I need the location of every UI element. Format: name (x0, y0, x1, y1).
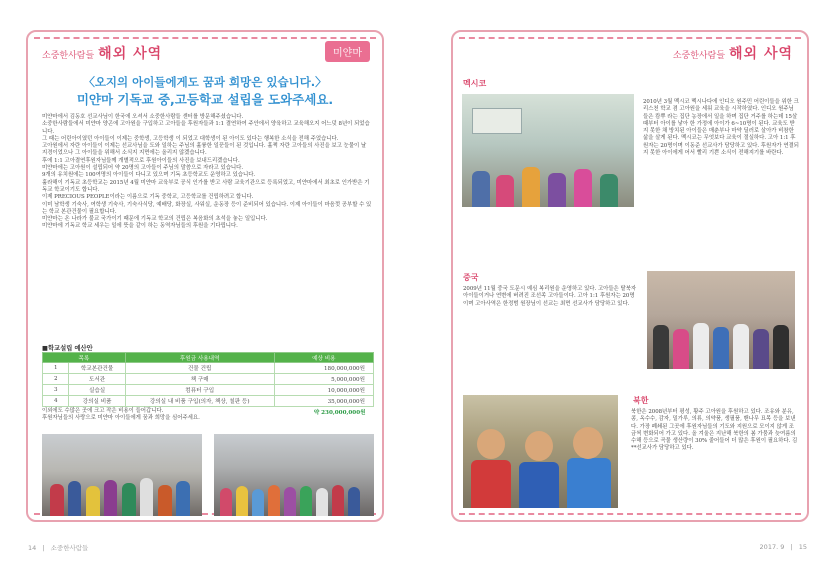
row-item: 실습실 (69, 385, 125, 396)
paragraph: 미얀마에 기독교 학교 세우는 일에 뜻을 같이 하는 동역자님들의 후원을 기다립니다. (42, 223, 238, 230)
table-row (43, 363, 374, 374)
photo-children-group-2 (214, 434, 374, 516)
row-item: 도서관 (69, 374, 125, 385)
row-number: 2 (43, 374, 69, 385)
row-detail: 책 구매 (125, 374, 274, 385)
left-page (26, 30, 384, 522)
paragraph: 이외에도 수많은 곳에 크고 작은 비용이 들어갑니다. (42, 408, 164, 414)
column-header: 후원금 사용내역 (125, 353, 274, 363)
photo-north-korea-children (463, 395, 618, 508)
paragraph: 미얀마에는 고아원이 설립되어 약 20명의 고아들이 주님의 말씀으로 자라고 있습니다. (42, 165, 244, 172)
row-item: 학교본관건물 (69, 363, 125, 374)
row-detail: 건물 건립 (125, 363, 274, 374)
photo-china-children (647, 271, 795, 369)
region-text-china: 2009년 11월 중국 도문시 예심 복리원을 운영하고 있다. 고아들은 탈북자 아이들이거나 연변에 버려진 조선족 고아들이다. 고아 1:1 후원자는 20명이며 고아사역은 한정범 원장님이 선교는 최면 선교사가 담당하고 있다. (463, 286, 637, 307)
region-text-mexico: 2010년 3월 멕시코 멕시나다에 인디오 원주민 어린이들을 위한 크리스천 학교 겸 고아원을 세워 교육을 시작하였다. 인디오 원주님들은 캄뿌 라는 집단 농장에서 일을 하며 집단 거주를 하는데 15살 때부터 아이를 낳아 한 가정에 아이가 6~10명이 된다. 교육도 받지 못한 채 방치된 아이들은 매춘부나 마약 딜러로 살아가 비참한 삶을 살게 된다. 멕시코는 무엇보다 교육이 절실하다. 고아 1:1 후원자는 20명이며 이동준 선교사가 담당하고 있다. 후원자가 연결되지 못한 아이에게 어서 빨리 기쁜 소식이 전해지기를 바란다. (643, 99, 799, 157)
footer-publication: 소중한사람들 (50, 544, 89, 552)
article-body (42, 114, 372, 231)
region-label-mexico: 멕시코 (463, 79, 487, 88)
footer-right: 2017. 9 | 15 (759, 543, 807, 551)
row-number: 3 (43, 385, 69, 396)
paragraph: 훌라해이 기독교 초등학교는 2015년 4월 미얀마 교육부로 공식 인가를 받고 사람 교육기관으로 등록되었고, 미얀마에서 최초로 인가받은 기독교 학교이기도 합니다. (42, 179, 370, 193)
row-cost: 180,000,000원 (274, 363, 373, 374)
headline-line1: 〈오지의 아이들에게도 꿈과 희망은 있습니다.〉 (83, 75, 327, 89)
section-header-small: 소중한사람들 (672, 51, 726, 61)
section-header-large: 해외 사역 (98, 46, 163, 62)
row-detail: 컴퓨터 구입 (125, 385, 274, 396)
row-detail: 강의실 내 비품 구입(의자, 책상, 칠판 등) (125, 396, 274, 407)
top-stitch-border (34, 37, 376, 39)
row-number: 1 (43, 363, 69, 374)
region-label-north-korea: 북한 (633, 396, 649, 405)
paragraph: 그 때는 어린아이였던 아이들이 이제는 중학생, 고등학생 이 되었고 대학생이 된 아이도 있다는 행복한 소식을 전해 주었습니다. (42, 135, 339, 142)
paragraph: 9개의 유치원에는 100여명의 아이들이 다니고 있으며 기독 초등학교도 운영하고 있습니다. (42, 172, 256, 179)
budget-header-row (43, 353, 374, 363)
row-number: 4 (43, 396, 69, 407)
budget-heading: ■학교설립 예산안 (42, 345, 93, 352)
region-text-north-korea: 북한은 2008년부터 평성, 황주 고아원을 후원하고 있다. 조유와 분유, 콩, 옥수수, 감자, 밀가루, 의류, 의약품, 생필품, 밴나무 묘목 등을 보낸다. 가장 폐쇄된 그곳에 후원자님들의 기도와 지원으로 모이지 않게 조금씩 변화되어 가고 있다. 올 겨울은 지난해 북한의 봄 가뭄과 늦여름의 수해 등으로 곡물 생산량이 30% 줄어들어 더 많은 후원이 필요하다. 김**선교사가 담당하고 있다. (631, 409, 798, 452)
section-header-small: 소중한사람들 (42, 51, 95, 61)
paragraph: 미얀마는 온 나라가 불교 국가이기 때문에 기독교 학교의 건립은 복음화의 초석을 놓는 일입니다. (42, 216, 268, 223)
column-header: 예상 비용 (274, 353, 373, 363)
budget-total: 약 230,000,000원 (313, 410, 366, 417)
row-cost: 10,000,000원 (274, 385, 373, 396)
table-row (43, 396, 374, 407)
footer-issue-date: 2017. 9 (759, 543, 785, 551)
paragraph: 이미 남학생 기숙사, 여학생 기숙사, 기숙사식당, 예배당, 화장실, 사워실, 운동장 등이 준비되어 있습니다. 이제 아이들이 마음껏 공부할 수 있는 학교 본관건물이 필요합니다. (42, 201, 372, 215)
section-header-large: 해외 사역 (729, 46, 793, 62)
footer-left: 14 | 소중한사람들 (28, 544, 89, 552)
section-header (673, 43, 793, 63)
paragraph: 이제 PRECIOUS PEOPLE이라는 이름으로 기독 중학교, 고등학교를 건립하려고 합니다. (42, 194, 254, 201)
row-cost: 35,000,000원 (274, 396, 373, 407)
row-cost: 5,000,000원 (274, 374, 373, 385)
paragraph: 후원자님들의 사랑으로 미얀마 아이들에게 꿈과 희망을 심어주세요. (42, 415, 200, 422)
row-item: 강의실 비품 (69, 396, 125, 407)
paragraph: 고아원에서 자란 아이들이 이제는 선교사님을 도와 일하는 주님의 훌륭한 일꾼들이 된 것입니다. 훌쩍 자란 고아들의 사진을 보고 눈물이 날 지경이었으나 그 아이들을 위해서 소식지 지면에는 올리지 않겠습니다. (42, 143, 367, 157)
section-header (42, 43, 162, 63)
column-header: 목록 (43, 353, 126, 363)
paragraph: 소중한사람들에서 미얀마 양곤에 고아원을 구입하고 고아들을 후원자들과 1:1 결연하여 주안에서 양육하고 교육해오지 어느덧 8년이 되었습니다. (42, 121, 370, 135)
top-stitch-border (459, 37, 801, 39)
photo-mexico-classroom (462, 94, 634, 207)
country-badge: 미얀마 (325, 41, 370, 62)
page-number-right: 15 (798, 543, 807, 551)
bottom-stitch-border (459, 513, 801, 515)
closing-text (42, 408, 372, 423)
photo-children-group-1 (42, 434, 202, 516)
paragraph: 미얀마에서 김동호 선교사님이 한국에 오셔서 소중한사람들 센터를 방문해주셨습니다. (42, 114, 244, 120)
page-number-left: 14 (28, 544, 37, 552)
paragraph: 후에 1:1 고아결연후원자님들께 개별적으로 후원아이들의 사진을 보내드리겠습니다. (42, 157, 240, 164)
table-row (43, 374, 374, 385)
headline-line2: 미얀마 기독교 중,고등학교 설립을 도와주세요. (76, 92, 334, 107)
table-row (43, 385, 374, 396)
region-label-china: 중국 (463, 273, 479, 282)
right-page (451, 30, 809, 522)
